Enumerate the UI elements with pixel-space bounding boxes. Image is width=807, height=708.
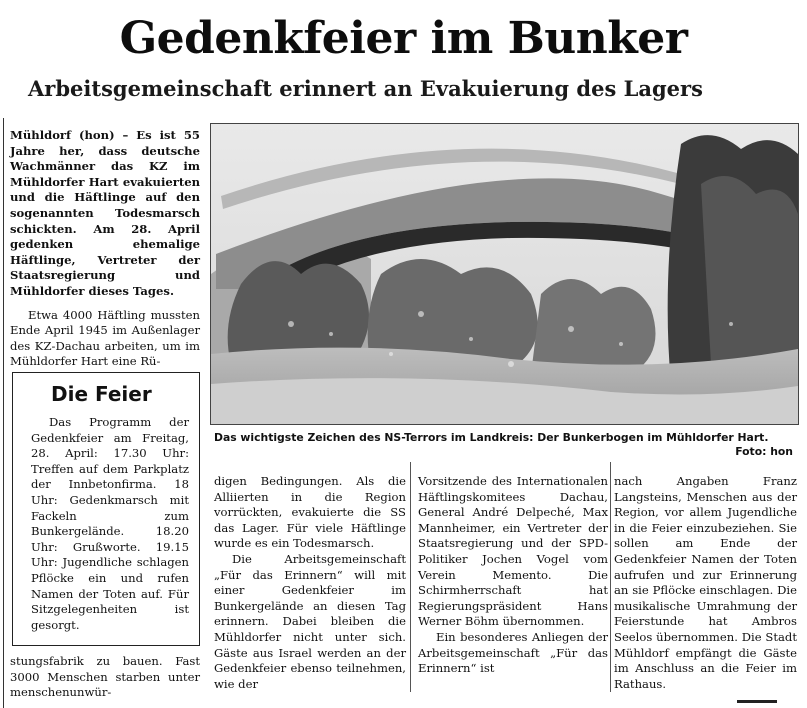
column-intro-continued xyxy=(10,654,200,701)
page-footer-mark xyxy=(737,700,777,707)
photo-caption xyxy=(214,431,797,458)
photo-credit: Foto: hon xyxy=(735,445,793,458)
column-divider xyxy=(610,462,611,692)
left-border-rule xyxy=(3,118,4,708)
column-3 xyxy=(418,474,608,677)
column-3-paragraph-2: Ein besonderes Anliegen der Arbeitsgemeinschaft „Für das Erinnern“ ist xyxy=(418,629,608,676)
intro-paragraph: Etwa 4000 Häftling mussten Ende April 1945 im Außenlager des KZ-Dachau arbeiten, um im Mühldorfer Hart eine Rü- xyxy=(10,307,200,369)
lead-paragraph: Mühldorf (hon) – Es ist 55 Jahre her, dass deutsche Wachmänner das KZ im Mühldorfer Hart evakuierten und die Häftlinge auf den sogenannten Todesmarsch schickten. Am 28. April gedenken ehemalige Häftlinge, Vertreter der Staatsregierung und Mühldorfer dieses Tages. xyxy=(10,128,200,298)
info-box-text: Das Programm der Gedenkfeier am Freitag, 28. April: 17.30 Uhr: Treffen auf dem Parkplatz der Innbetonfirma. 18 Uhr: Gedenkmarsch mit Fackeln zum Bunkergelände. 18.20 Uhr: Grußworte. 19.15 Uhr: Jugendliche schlagen Pflöcke ein und rufen Namen der Toten auf. Für Sitzgelegenheiten ist gesorgt. xyxy=(31,415,189,632)
column-4 xyxy=(614,474,797,692)
info-box-title: Die Feier xyxy=(51,382,152,406)
column-intro xyxy=(10,128,200,370)
info-box-die-feier xyxy=(12,372,200,646)
photo-caption-text: Das wichtigste Zeichen des NS-Terrors im Landkreis: Der Bunkerbogen im Mühldorfer Hart. xyxy=(214,431,769,444)
column-3-paragraph-1: Vorsitzende des Internationalen Häftlingskomitees Dachau, General André Delpeché, Max Mannheimer, ein Vertreter der Staatsregierung und der SPD-Politiker Jochen Vogel vom Verein Memento. Die Schirmherrschaft hat Regierungspräsident Hans Werner Böhm übernommen. xyxy=(418,474,608,629)
column-2 xyxy=(214,474,406,692)
bunker-photo-image xyxy=(211,124,798,424)
headline: Gedenkfeier im Bunker xyxy=(119,13,688,64)
column-2-paragraph-2: Die Arbeitsgemeinschaft „Für das Erinnern“ will mit einer Gedenkfeier im Bunkergelände an diesen Tag erinnern. Dabei bleiben die Mühldorfer nicht unter sich. Gäste aus Israel werden an der Gedenkfeier ebenso teilnehmen, wie der xyxy=(214,551,406,691)
column-divider xyxy=(410,462,411,692)
intro-paragraph-continued: stungsfabrik zu bauen. Fast 3000 Menschen starben unter menschenunwür- xyxy=(10,654,200,700)
column-4-paragraph-1: nach Angaben Franz Langsteins, Menschen aus der Region, vor allem Jugendliche in die Feier einzubeziehen. Sie sollen am Ende der Gedenkfeier Namen der Toten aufrufen und zur Erinnerung an sie Pflöcke einschlagen. Die musikalische Umrahmung der Feierstunde hat Ambros Seelos übernommen. Die Stadt Mühldorf empfängt die Gäste im Anschluss an die Feier im Rathaus. xyxy=(614,474,797,691)
subheadline: Arbeitsgemeinschaft erinnert an Evakuierung des Lagers xyxy=(28,76,703,101)
column-2-paragraph-1: digen Bedingungen. Als die Alliierten in die Region vorrückten, evakuierte die SS das Lager. Für viele Häftlinge wurde es ein Todesmarsch. xyxy=(214,474,406,551)
bunker-photo xyxy=(210,123,799,425)
